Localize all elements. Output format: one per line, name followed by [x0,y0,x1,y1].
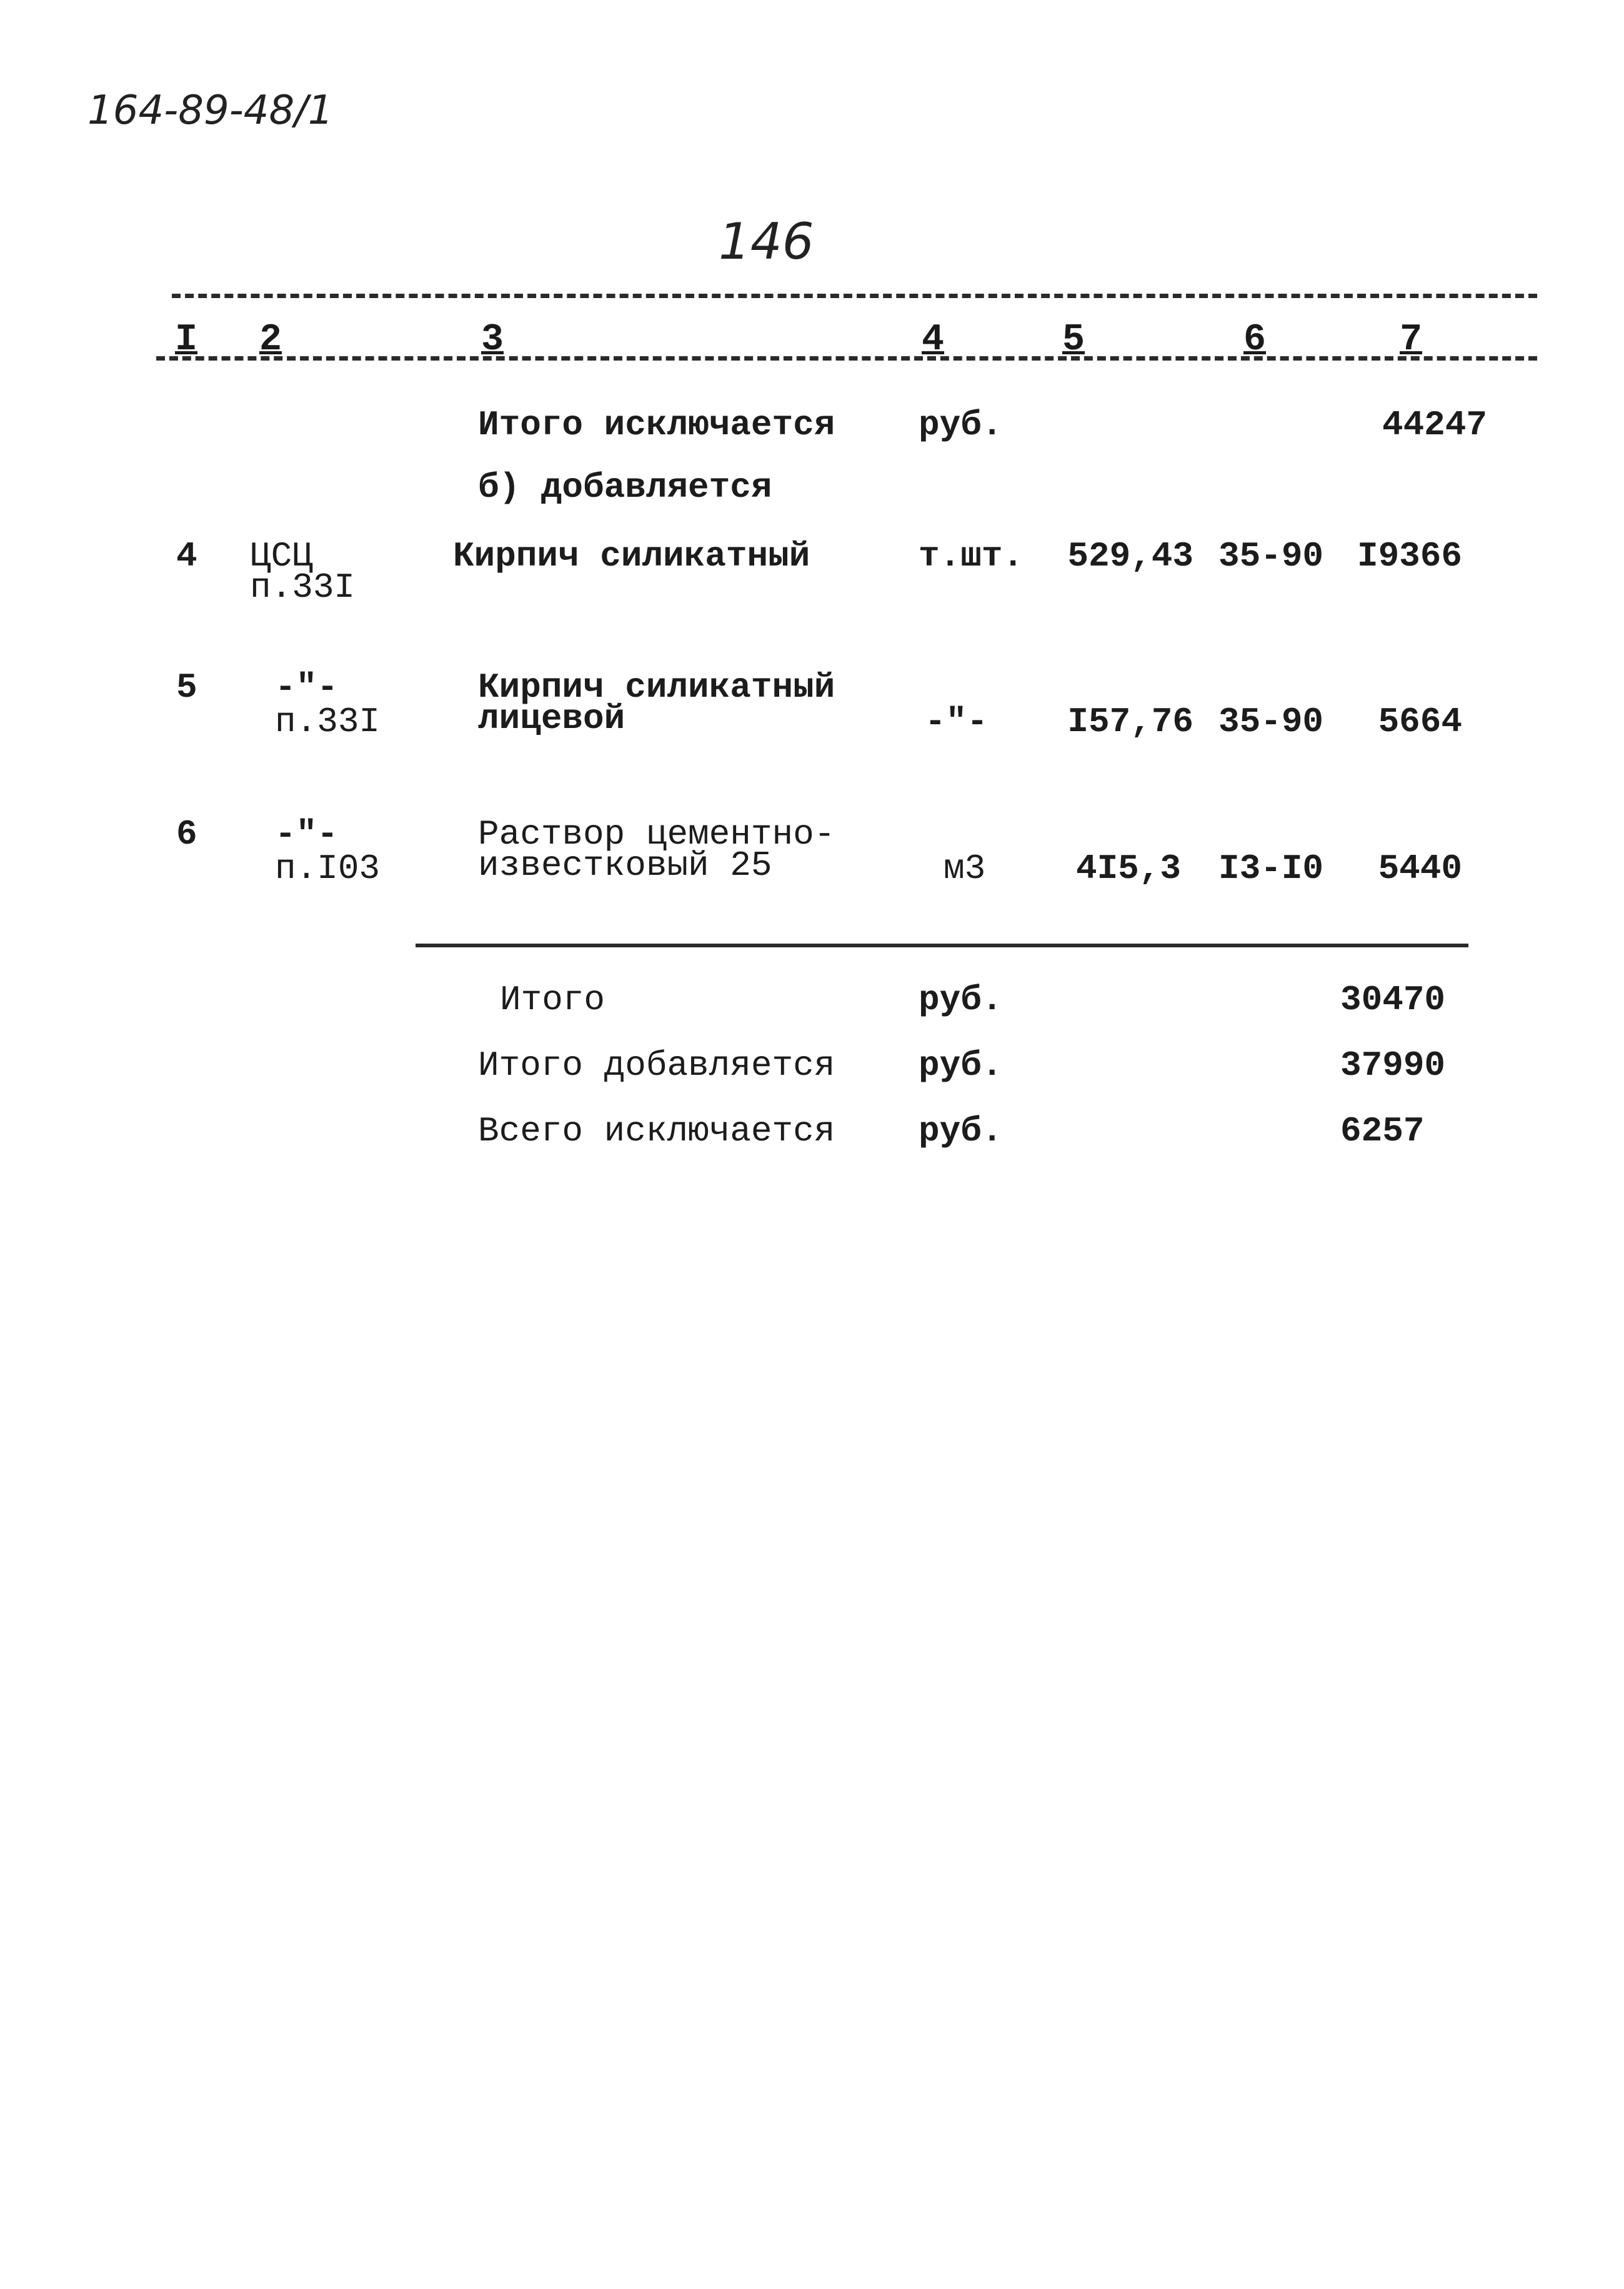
row-number: 6 [176,814,197,854]
table-header-top-rule [172,294,1537,298]
row-description: Кирпич силикатный [453,536,810,576]
row-description-cont: известковый 25 [478,845,772,885]
column-header: 5 [1062,319,1085,361]
row-description-cont: лицевой [478,699,625,739]
row-number: 5 [176,667,197,707]
table-header-bottom-rule [156,356,1537,361]
summary-unit: руб. [919,1111,1003,1151]
row-reference-item: п.33I [250,567,356,607]
summary-unit: руб. [919,1045,1003,1085]
summary-amount: 30470 [1340,980,1446,1020]
summary-label: Итого [500,980,605,1020]
row-unit: т.шт. [919,536,1024,576]
row-reference: -"- [275,667,338,707]
row-price: 35-90 [1218,702,1324,742]
row-quantity: 529,43 [1067,536,1193,576]
column-header: 7 [1400,319,1423,361]
row-reference-item: п.33I [275,702,381,742]
summary-amount: 6257 [1340,1111,1425,1151]
row-number: 4 [176,536,197,576]
row-price: I3-I0 [1218,849,1324,889]
summary-unit: руб. [919,980,1003,1020]
row-description: Кирпич силикатный [478,667,835,707]
row-cost: 5664 [1378,702,1462,742]
row-reference: -"- [275,814,338,854]
column-header: 6 [1243,319,1267,361]
totals-separator [416,944,1468,947]
column-header: 3 [481,319,504,361]
row-unit: -"- [925,702,988,742]
excluded-total-label: Итого исключается [478,405,835,445]
summary-label: Итого добавляется [478,1045,835,1085]
column-header: I [175,319,198,361]
row-quantity: 4I5,3 [1075,849,1181,889]
summary-amount: 37990 [1340,1045,1446,1085]
row-description: Раствор цементно- [478,814,835,854]
row-unit: м3 [944,849,986,889]
column-header: 4 [922,319,945,361]
excluded-total-unit: руб. [919,405,1003,445]
row-quantity: I57,76 [1067,702,1193,742]
page-number: 146 [719,212,814,271]
column-header: 2 [259,319,282,361]
section-heading: б) добавляется [478,467,772,507]
summary-label: Всего исключается [478,1111,835,1151]
row-cost: 5440 [1378,849,1462,889]
row-reference-item: п.I03 [275,849,381,889]
row-reference: ЦСЦ [250,536,313,576]
excluded-total-amount: 44247 [1382,405,1487,445]
row-cost: I9366 [1357,536,1462,576]
document-code: 164-89-48/1 [87,87,334,134]
row-price: 35-90 [1218,536,1324,576]
